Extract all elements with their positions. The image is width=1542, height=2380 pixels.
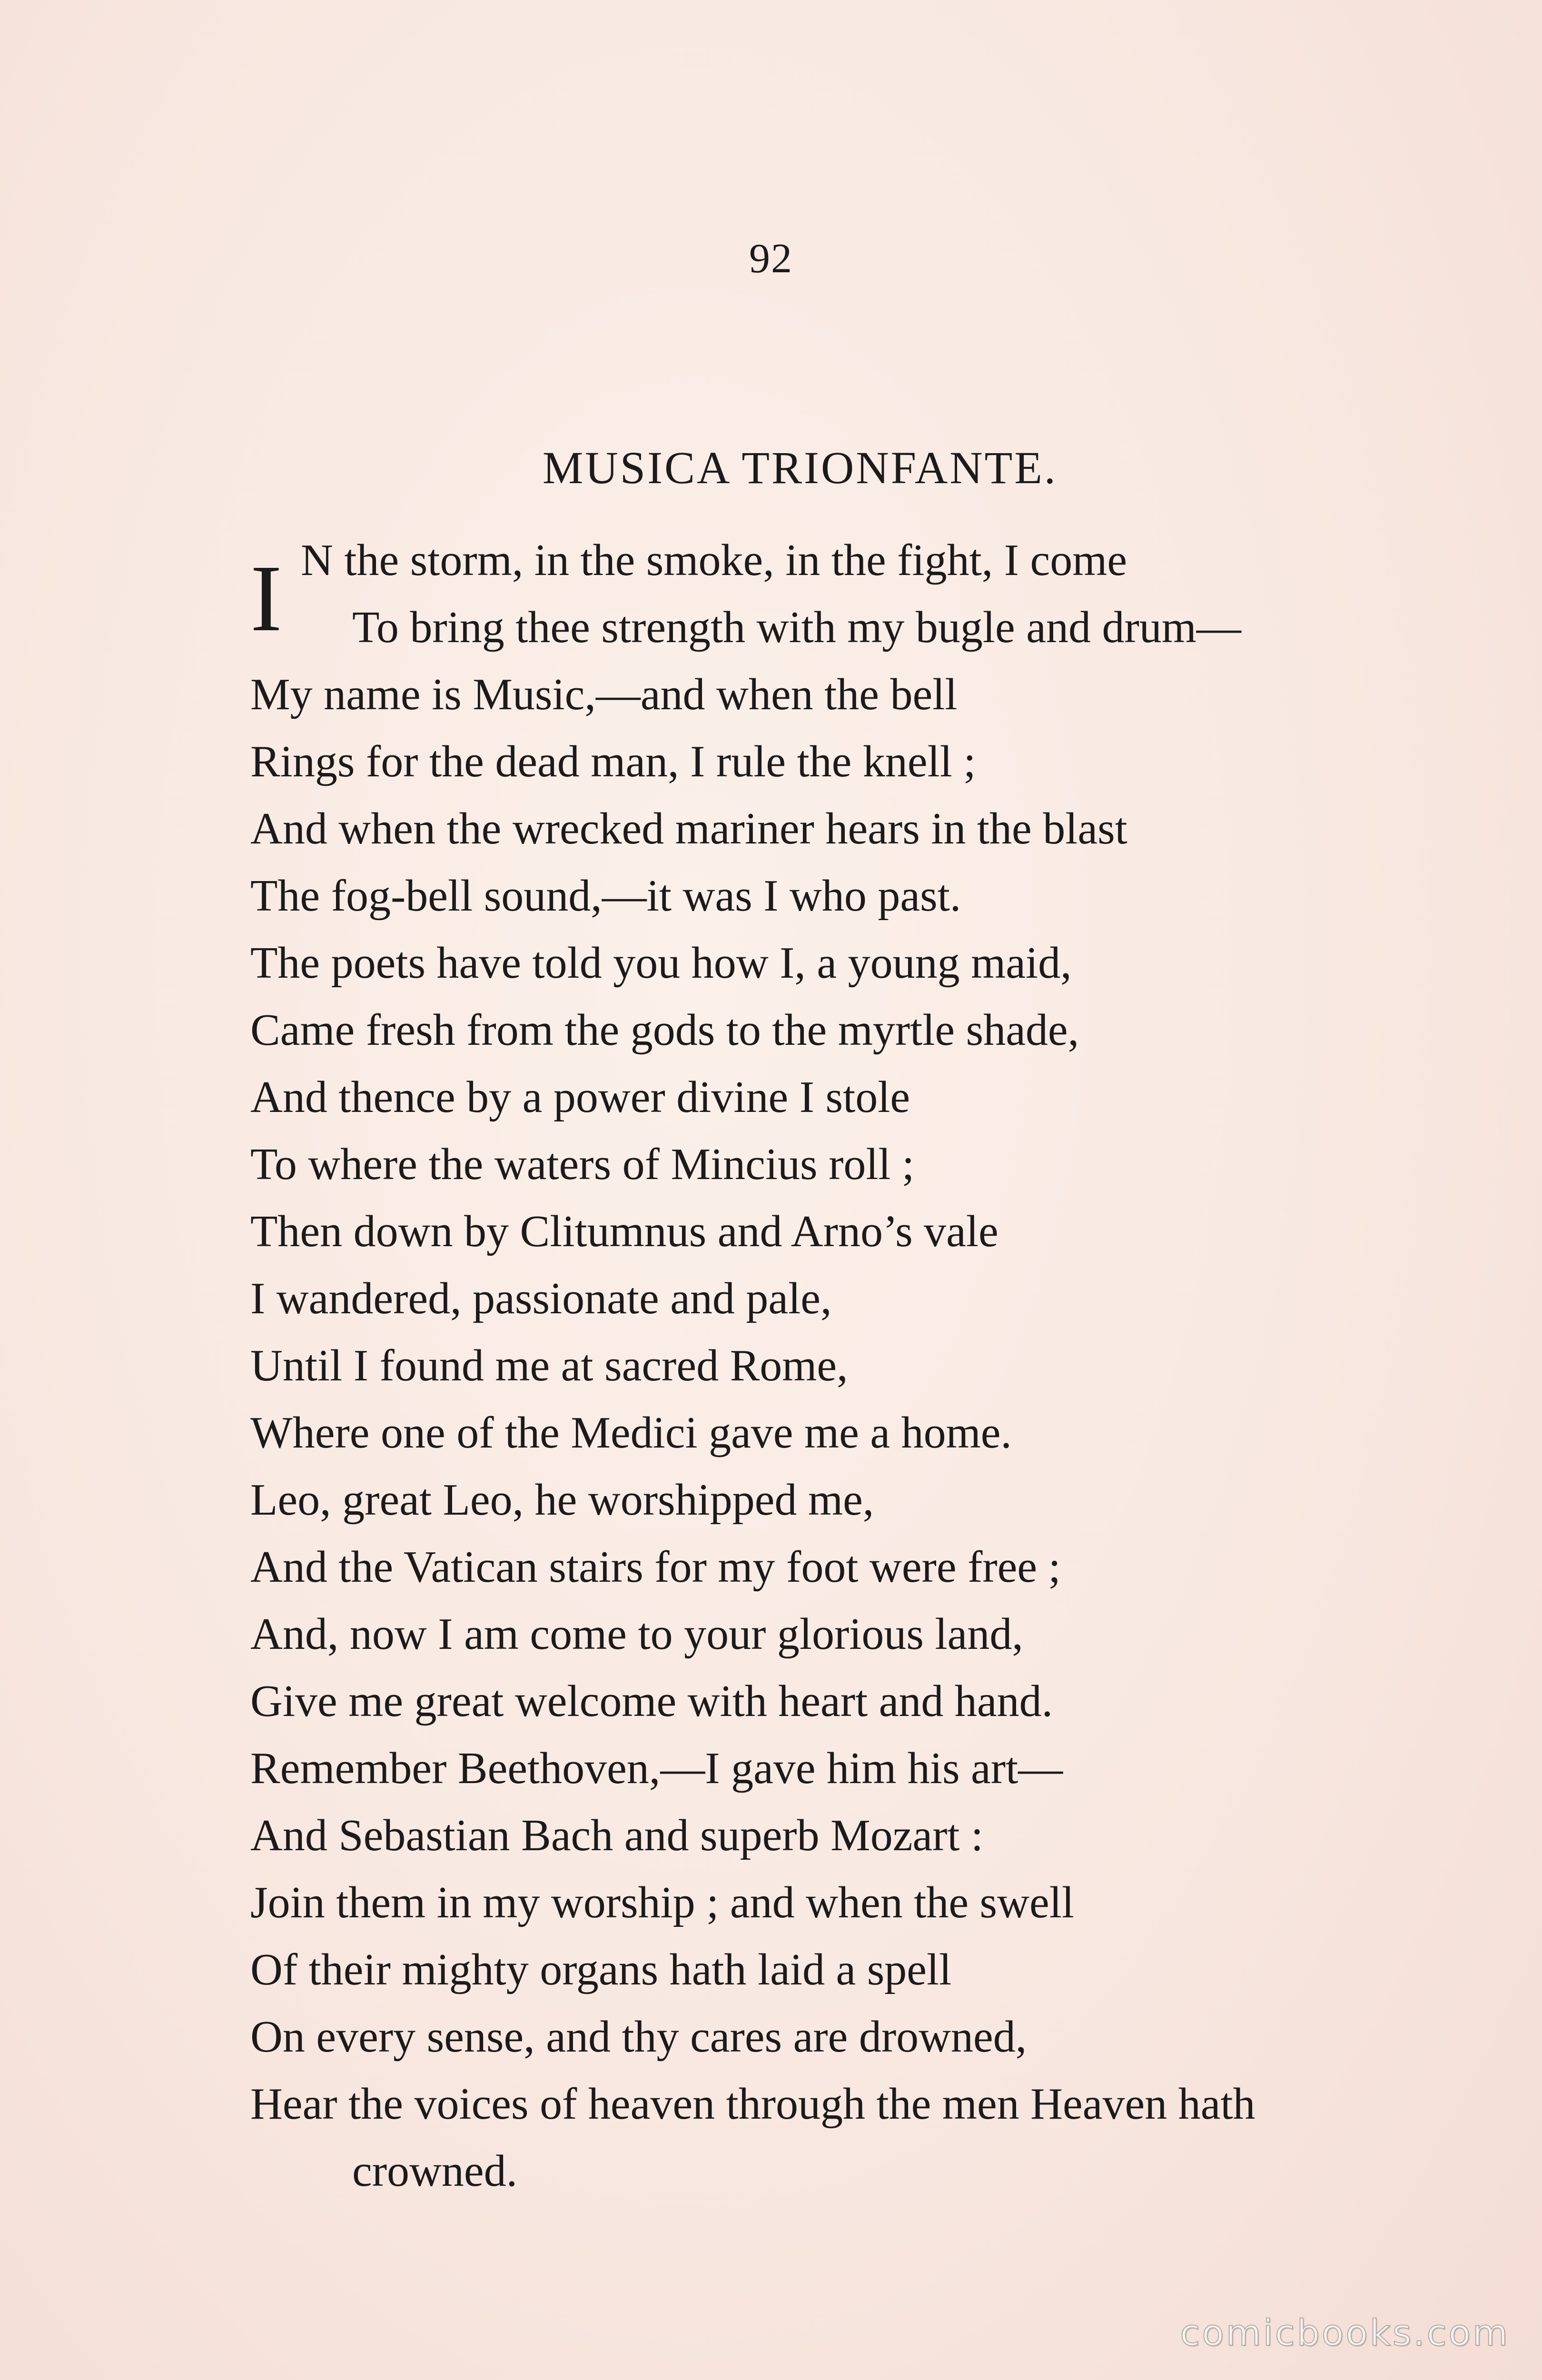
poem-line: And thence by a power divine I stole xyxy=(250,1072,910,1122)
poem-line: Came fresh from the gods to the myrtle shade, xyxy=(250,1005,1079,1055)
poem-line: Hear the voices of heaven through the men Heaven hath xyxy=(250,2079,1255,2129)
poem-line: Where one of the Medici gave me a home. xyxy=(250,1408,1012,1458)
poem-line: Until I found me at sacred Rome, xyxy=(250,1341,848,1390)
poem-line: Of their mighty organs hath laid a spell xyxy=(250,1945,952,1994)
poem-line: To where the waters of Mincius roll ; xyxy=(250,1140,915,1189)
poem-line: Rings for the dead man, I rule the knell ; xyxy=(250,737,976,786)
poem-line: Leo, great Leo, he worshipped me, xyxy=(250,1475,874,1525)
poem-line: crowned. xyxy=(352,2146,518,2196)
poem-line: Remember Beethoven,—I gave him his art— xyxy=(250,1744,1063,1793)
poem-line: Then down by Clitumnus and Arno’s vale xyxy=(250,1207,998,1256)
poem-line: Give me great welcome with heart and hand. xyxy=(250,1676,1053,1726)
poem-line: And Sebastian Bach and superb Mozart : xyxy=(250,1811,984,1860)
poem-line: I wandered, passionate and pale, xyxy=(250,1274,832,1323)
poem-title: MUSICA TRIONFANTE. xyxy=(543,442,1058,493)
poem-line: And when the wrecked mariner hears in the blast xyxy=(250,804,1127,853)
poem-line: To bring thee strength with my bugle and drum— xyxy=(352,603,1241,652)
poem-line: The fog-bell sound,—it was I who past. xyxy=(250,871,961,921)
page-number: 92 xyxy=(749,236,793,282)
poem-line: My name is Music,—and when the bell xyxy=(250,670,958,719)
poem-line: Join them in my worship ; and when the swell xyxy=(250,1878,1074,1927)
poem-line: N the storm, in the smoke, in the fight, I come xyxy=(301,536,1127,585)
poem-line: The poets have told you how I, a young maid, xyxy=(250,938,1072,988)
poem-line: And the Vatican stairs for my foot were free ; xyxy=(250,1542,1061,1592)
site-watermark: comicbooks.com xyxy=(1180,2311,1510,2354)
poem-line: On every sense, and thy cares are drowned, xyxy=(250,2012,1027,2062)
poem-line: And, now I am come to your glorious land, xyxy=(250,1609,1023,1659)
drop-cap-initial: I xyxy=(250,546,282,651)
